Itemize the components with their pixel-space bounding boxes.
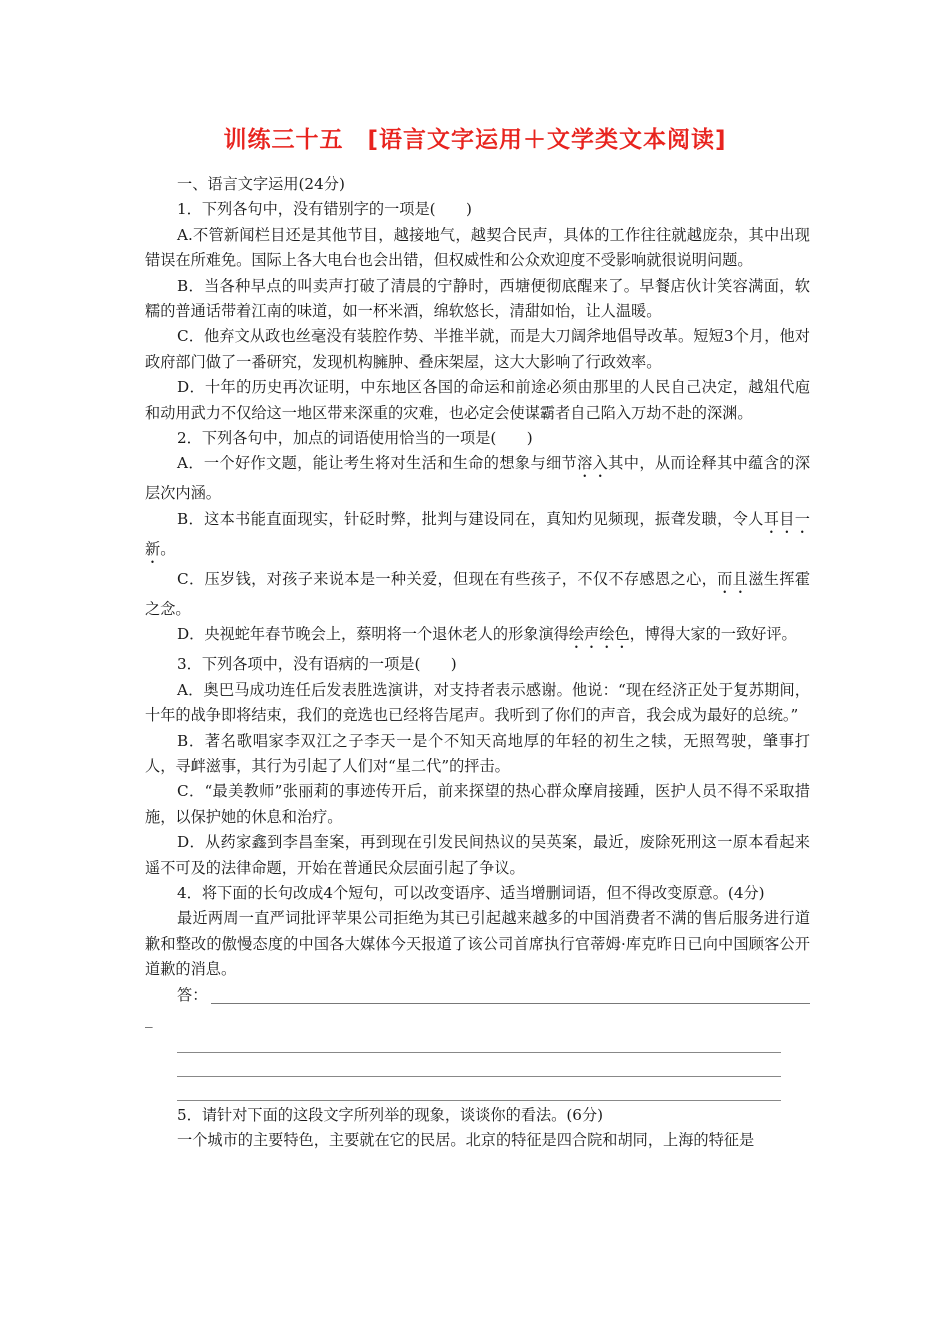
dotted-word: 绘声绘色	[568, 625, 630, 644]
q4-passage: 最近两周一直严词批评苹果公司拒绝为其已引起越来越多的中国消费者不满的售后服务进行道歉和整改的傲慢态度的中国各大媒体今天报道了该公司首席执行官蒂姆·库克昨日已向中国顾客公开道歉的消息。	[145, 909, 810, 979]
q5-passage: 一个城市的主要特色，主要就在它的民居。北京的特征是四合院和胡同，上海的特征是	[177, 1130, 755, 1149]
answer-field[interactable]	[145, 983, 810, 1009]
page-title: 训练三十五 [语言文字运用＋文学类文本阅读]	[223, 127, 727, 153]
q3-stem: 3．下列各项中，没有语病的一项是( )	[177, 655, 457, 674]
answer-line[interactable]	[211, 1003, 810, 1004]
answer-label: 答：	[177, 986, 208, 1005]
q3-option-d: D．从药家鑫到李昌奎案，再到现在引发民间热议的吴英案，最近，废除死刑这一原本看起来遥不可及的法律命题，开始在普通民众层面引起了争议。	[145, 833, 810, 877]
answer-line[interactable]	[177, 1077, 781, 1101]
q3-option-c: C．“最美教师”张丽莉的事迹传开后，前来探望的热心群众摩肩接踵，医护人员不得不采取措施，以保护她的休息和治疗。	[145, 782, 810, 826]
dotted-word: 耳目一新	[145, 509, 810, 558]
exercise-content	[145, 172, 810, 1153]
q1-stem: 1．下列各句中，没有错别字的一项是( )	[177, 200, 472, 219]
dotted-word: 溶入	[577, 454, 609, 473]
q4-stem: 4．将下面的长句改成4个短句，可以改变语序、适当增删词语，但不得改变原意。(4分)	[177, 883, 765, 902]
q1-option-d: D．十年的历史再次证明，中东地区各国的命运和前途必须由那里的人民自己决定，越俎代庖和动用武力不仅给这一地区带来深重的灾难，也必定会使谋霸者自己陷入万劫不赴的深渊。	[145, 378, 810, 422]
q1-option-b: B．当各种早点的叫卖声打破了清晨的宁静时，西塘便彻底醒来了。早餐店伙计笑容满面，软糯的普通话带着江南的味道，如一杯米酒，绵软悠长，清甜如怡，让人温暖。	[145, 276, 810, 321]
q3-option-b: B．著名歌唱家李双江之子李天一是个不知天高地厚的年轻的初生之犊，无照驾驶，肇事打人，寻衅滋事，其行为引起了人们对“星二代”的抨击。	[145, 731, 810, 775]
section-heading: 一、语言文字运用(24分)	[177, 175, 345, 193]
answer-line[interactable]	[177, 1029, 781, 1053]
q5-stem: 5．请针对下面的这段文字所列举的现象，谈谈你的看法。(6分)	[177, 1105, 604, 1124]
q2-option-c: C．压岁钱，对孩子来说本是一种关爱，但现在有些孩子，不仅不存感恩之心，而且滋生挥霍之念。	[145, 569, 811, 618]
q2-option-d: D．央视蛇年春节晚会上，蔡明将一个退休老人的形象演得绘声绘色，博得大家的一致好评。	[177, 625, 797, 644]
q2-option-b: B．这本书能直面现实，针砭时弊，批判与建设同在，真知灼见频现，振聋发聩，令人耳目一新。	[145, 509, 810, 558]
q2-option-a: A．一个好作文题，能让考生将对生活和生命的想象与细节溶入其中，从而诠释其中蕴含的深层次内涵。	[145, 454, 811, 503]
q3-option-a: A．奥巴马成功连任后发表胜选演讲，对支持者表示感谢。他说：“现在经济正处于复苏期间，十年的战争即将结束，我们的竞选也已经将告尾声。我听到了你们的声音，我会成为最好的总统。”	[145, 680, 810, 725]
q1-option-c: C．他弃文从政也丝毫没有装腔作势、半推半就，而是大刀阔斧地倡导改革。短短3个月，他对政府部门做了一番研究，发现机构臃肿、叠床架屋，这大大影响了行政效率。	[145, 327, 810, 371]
q2-stem: 2．下列各句中，加点的词语使用恰当的一项是( )	[177, 429, 533, 448]
answer-dash: _	[145, 1009, 153, 1028]
answer-line[interactable]	[177, 1053, 781, 1077]
q1-option-a: A.不管新闻栏目还是其他节目，越接地气，越契合民声，具体的工作往往就越庞杂，其中出现错误在所难免。国际上各大电台也会出错，但权威性和公众欢迎度不受影响就很说明问题。	[145, 225, 810, 270]
dotted-word: 而且	[717, 569, 749, 588]
